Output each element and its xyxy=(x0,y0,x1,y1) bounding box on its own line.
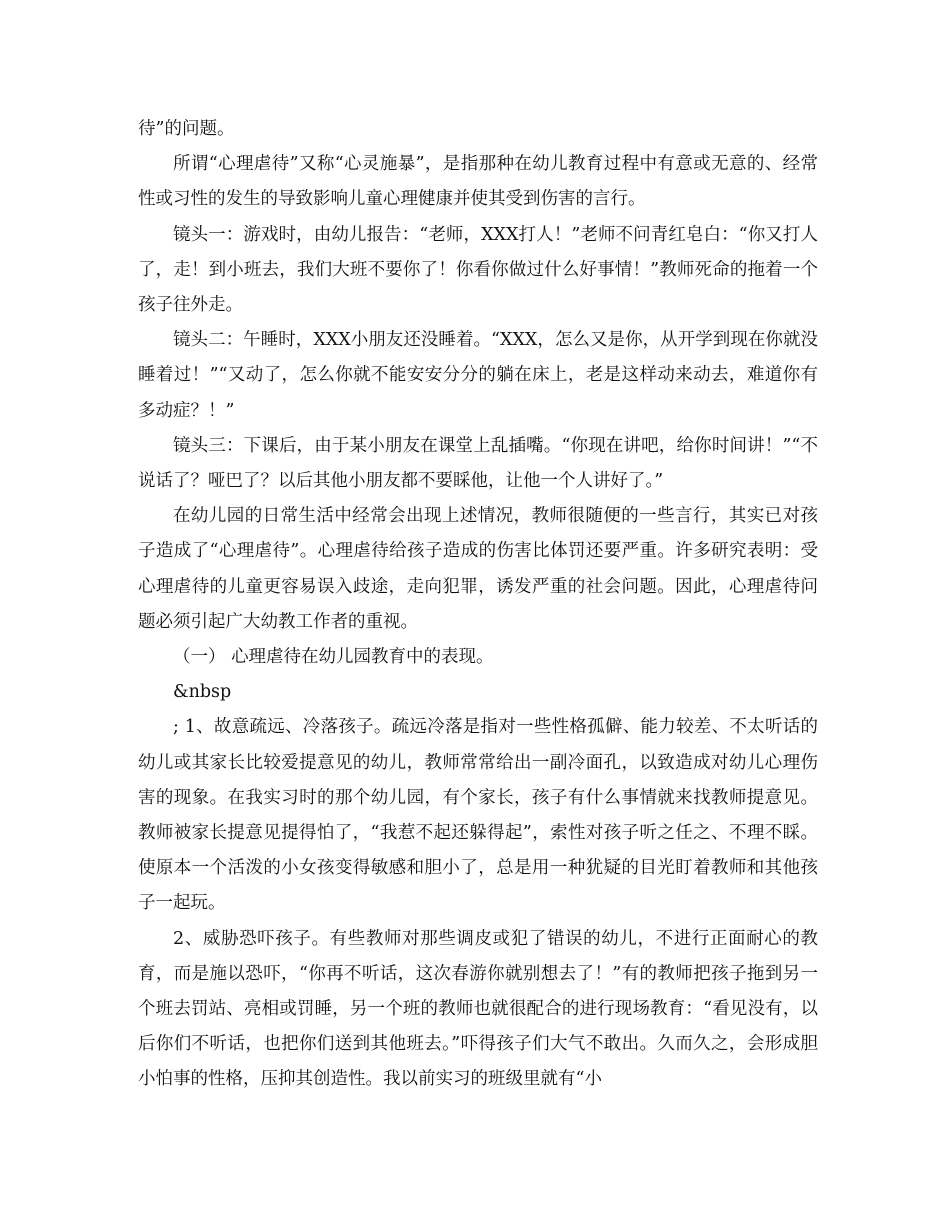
paragraph-nbsp-artifact: &nbsp xyxy=(173,682,232,703)
paragraph-point-two: 2、威胁恐吓孩子。有些教师对那些调皮或犯了错误的幼儿，不进行正面耐心的教育，而是施以恐吓，“你再不听话，这次春游你就别想去了！”有的教师把孩子拖到另一个班去罚站、亮相或罚睡，另一个班的教师也就很配合的进行现场教育：“看见没有，以后你们不听话，也把你们送到其他班去。”吓得孩子们大气不敢出。久而久之，会形成胆小怕事的性格，压抑其创造性。我以前实习的班级里就有“小 xyxy=(138,928,818,1090)
paragraph-scene-one: 镜头一：游戏时，由幼儿报告：“老师，XXX打人！”老师不问青红皂白：“你又打人了，走！到小班去，我们大班不要你了！你看你做过什么好事情！”教师死命的拖着一个孩子往外走。 xyxy=(138,224,818,316)
paragraph-definition: 所谓“心理虐待”又称“心灵施暴”，是指那种在幼儿教育过程中有意或无意的、经常性或习性的发生的导致影响儿童心理健康并使其受到伤害的言行。 xyxy=(138,154,818,210)
paragraph-point-one: ; 1、故意疏远、冷落孩子。疏远冷落是指对一些性格孤僻、能力较差、不太听话的幼儿或其家长比较爱提意见的幼儿，教师常常给出一副冷面孔，以致造成对幼儿心理伤害的现象。在我实习时的那个幼儿园，有个家长，孩子有什么事情就来找教师提意见。教师被家长提意见提得怕了，“我惹不起还躲得起”，索性对孩子听之任之、不理不睬。使原本一个活泼的小女孩变得敏感和胆小了，总是用一种犹疑的目光盯着教师和其他孩子一起玩。 xyxy=(138,717,818,914)
document-body xyxy=(138,112,818,1098)
paragraph-scene-two: 镜头二：午睡时，XXX小朋友还没睡着。“XXX，怎么又是你，从开学到现在你就没睡着过！”“又动了，怎么你就不能安安分分的躺在床上，老是这样动来动去，难道你有多动症？！” xyxy=(138,330,818,421)
paragraph-continuation: 待”的问题。 xyxy=(138,119,235,139)
paragraph-scene-three: 镜头三：下课后，由于某小朋友在课堂上乱插嘴。“你现在讲吧，给你时间讲！”“不说话了？哑巴了？以后其他小朋友都不要睬他，让他一个人讲好了。” xyxy=(138,435,818,492)
section-heading: （一） 心理虐待在幼儿园教育中的表现。 xyxy=(173,647,494,668)
paragraph-analysis: 在幼儿园的日常生活中经常会出现上述情况，教师很随便的一些言行，其实已对孩子造成了“心理虐待”。心理虐待给孩子造成的伤害比体罚还要严重。许多研究表明：受心理虐待的儿童更容易误入歧途，走向犯罪，诱发严重的社会问题。因此，心理虐待问题必须引起广大幼教工作者的重视。 xyxy=(138,506,818,632)
